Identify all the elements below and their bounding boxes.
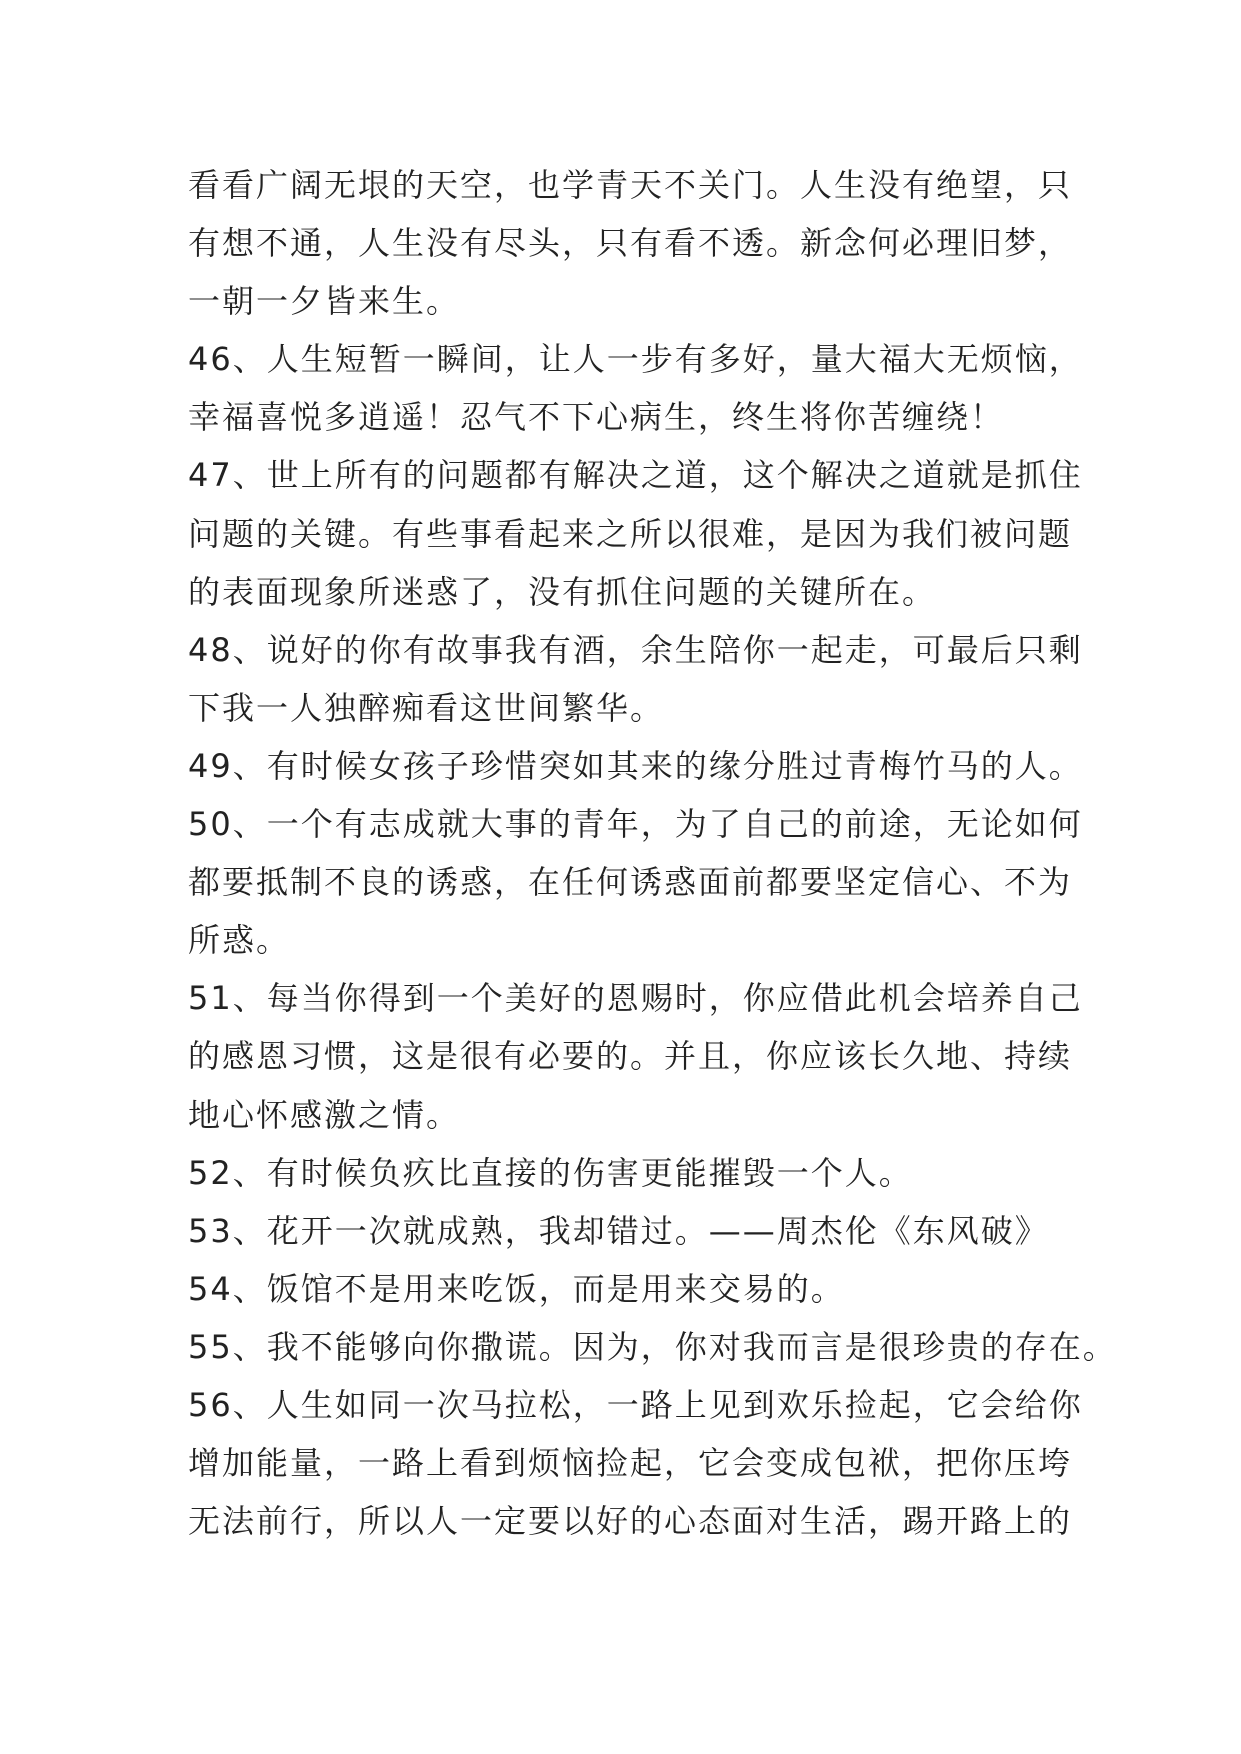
text-line: 47、世上所有的问题都有解决之道，这个解决之道就是抓住 xyxy=(188,456,1083,495)
text-line: 53、花开一次就成熟，我却错过。——周杰伦《东风破》 xyxy=(188,1211,1049,1250)
text-line: 所惑。 xyxy=(188,921,291,960)
text-line: 有想不通，人生没有尽头，只有看不透。新念何必理旧梦， xyxy=(188,224,1073,263)
text-line: 增加能量，一路上看到烦恼捡起，它会变成包袱，把你压垮 xyxy=(188,1444,1073,1483)
text-line: 54、饭馆不是用来吃饭，而是用来交易的。 xyxy=(188,1269,845,1308)
text-line: 50、一个有志成就大事的青年，为了自己的前途，无论如何 xyxy=(188,805,1083,844)
text-line: 56、人生如同一次马拉松，一路上见到欢乐捡起，它会给你 xyxy=(188,1385,1083,1424)
text-line: 48、说好的你有故事我有酒，余生陪你一起走，可最后只剩 xyxy=(188,630,1083,669)
text-line: 看看广阔无垠的天空，也学青天不关门。人生没有绝望，只 xyxy=(188,166,1073,204)
text-line: 的表面现象所迷惑了，没有抓住问题的关键所在。 xyxy=(188,572,937,611)
text-line: 下我一人独醉痴看这世间繁华。 xyxy=(188,688,665,727)
text-line: 问题的关键。有些事看起来之所以很难，是因为我们被问题 xyxy=(188,514,1073,553)
text-line: 无法前行，所以人一定要以好的心态面对生活，踢开路上的 xyxy=(188,1502,1073,1541)
text-line: 49、有时候女孩子珍惜突如其来的缘分胜过青梅竹马的人。 xyxy=(188,746,1083,785)
text-line: 55、我不能够向你撒谎。因为，你对我而言是很珍贵的存在。 xyxy=(188,1327,1117,1366)
text-line: 46、人生短暂一瞬间，让人一步有多好，量大福大无烦恼， xyxy=(188,340,1083,379)
text-line: 幸福喜悦多逍遥！忍气不下心病生，终生将你苦缠绕！ xyxy=(188,398,1005,437)
text-line: 一朝一夕皆来生。 xyxy=(188,282,461,321)
text-line: 地心怀感激之情。 xyxy=(188,1095,461,1134)
text-line: 52、有时候负疚比直接的伤害更能摧毁一个人。 xyxy=(188,1153,913,1192)
text-line: 都要抵制不良的诱惑，在任何诱惑面前都要坚定信心、不为 xyxy=(188,863,1073,902)
text-line: 的感恩习惯，这是很有必要的。并且，你应该长久地、持续 xyxy=(188,1037,1073,1076)
document-body xyxy=(188,156,1117,1550)
text-line: 51、每当你得到一个美好的恩赐时，你应借此机会培养自己 xyxy=(188,979,1083,1018)
